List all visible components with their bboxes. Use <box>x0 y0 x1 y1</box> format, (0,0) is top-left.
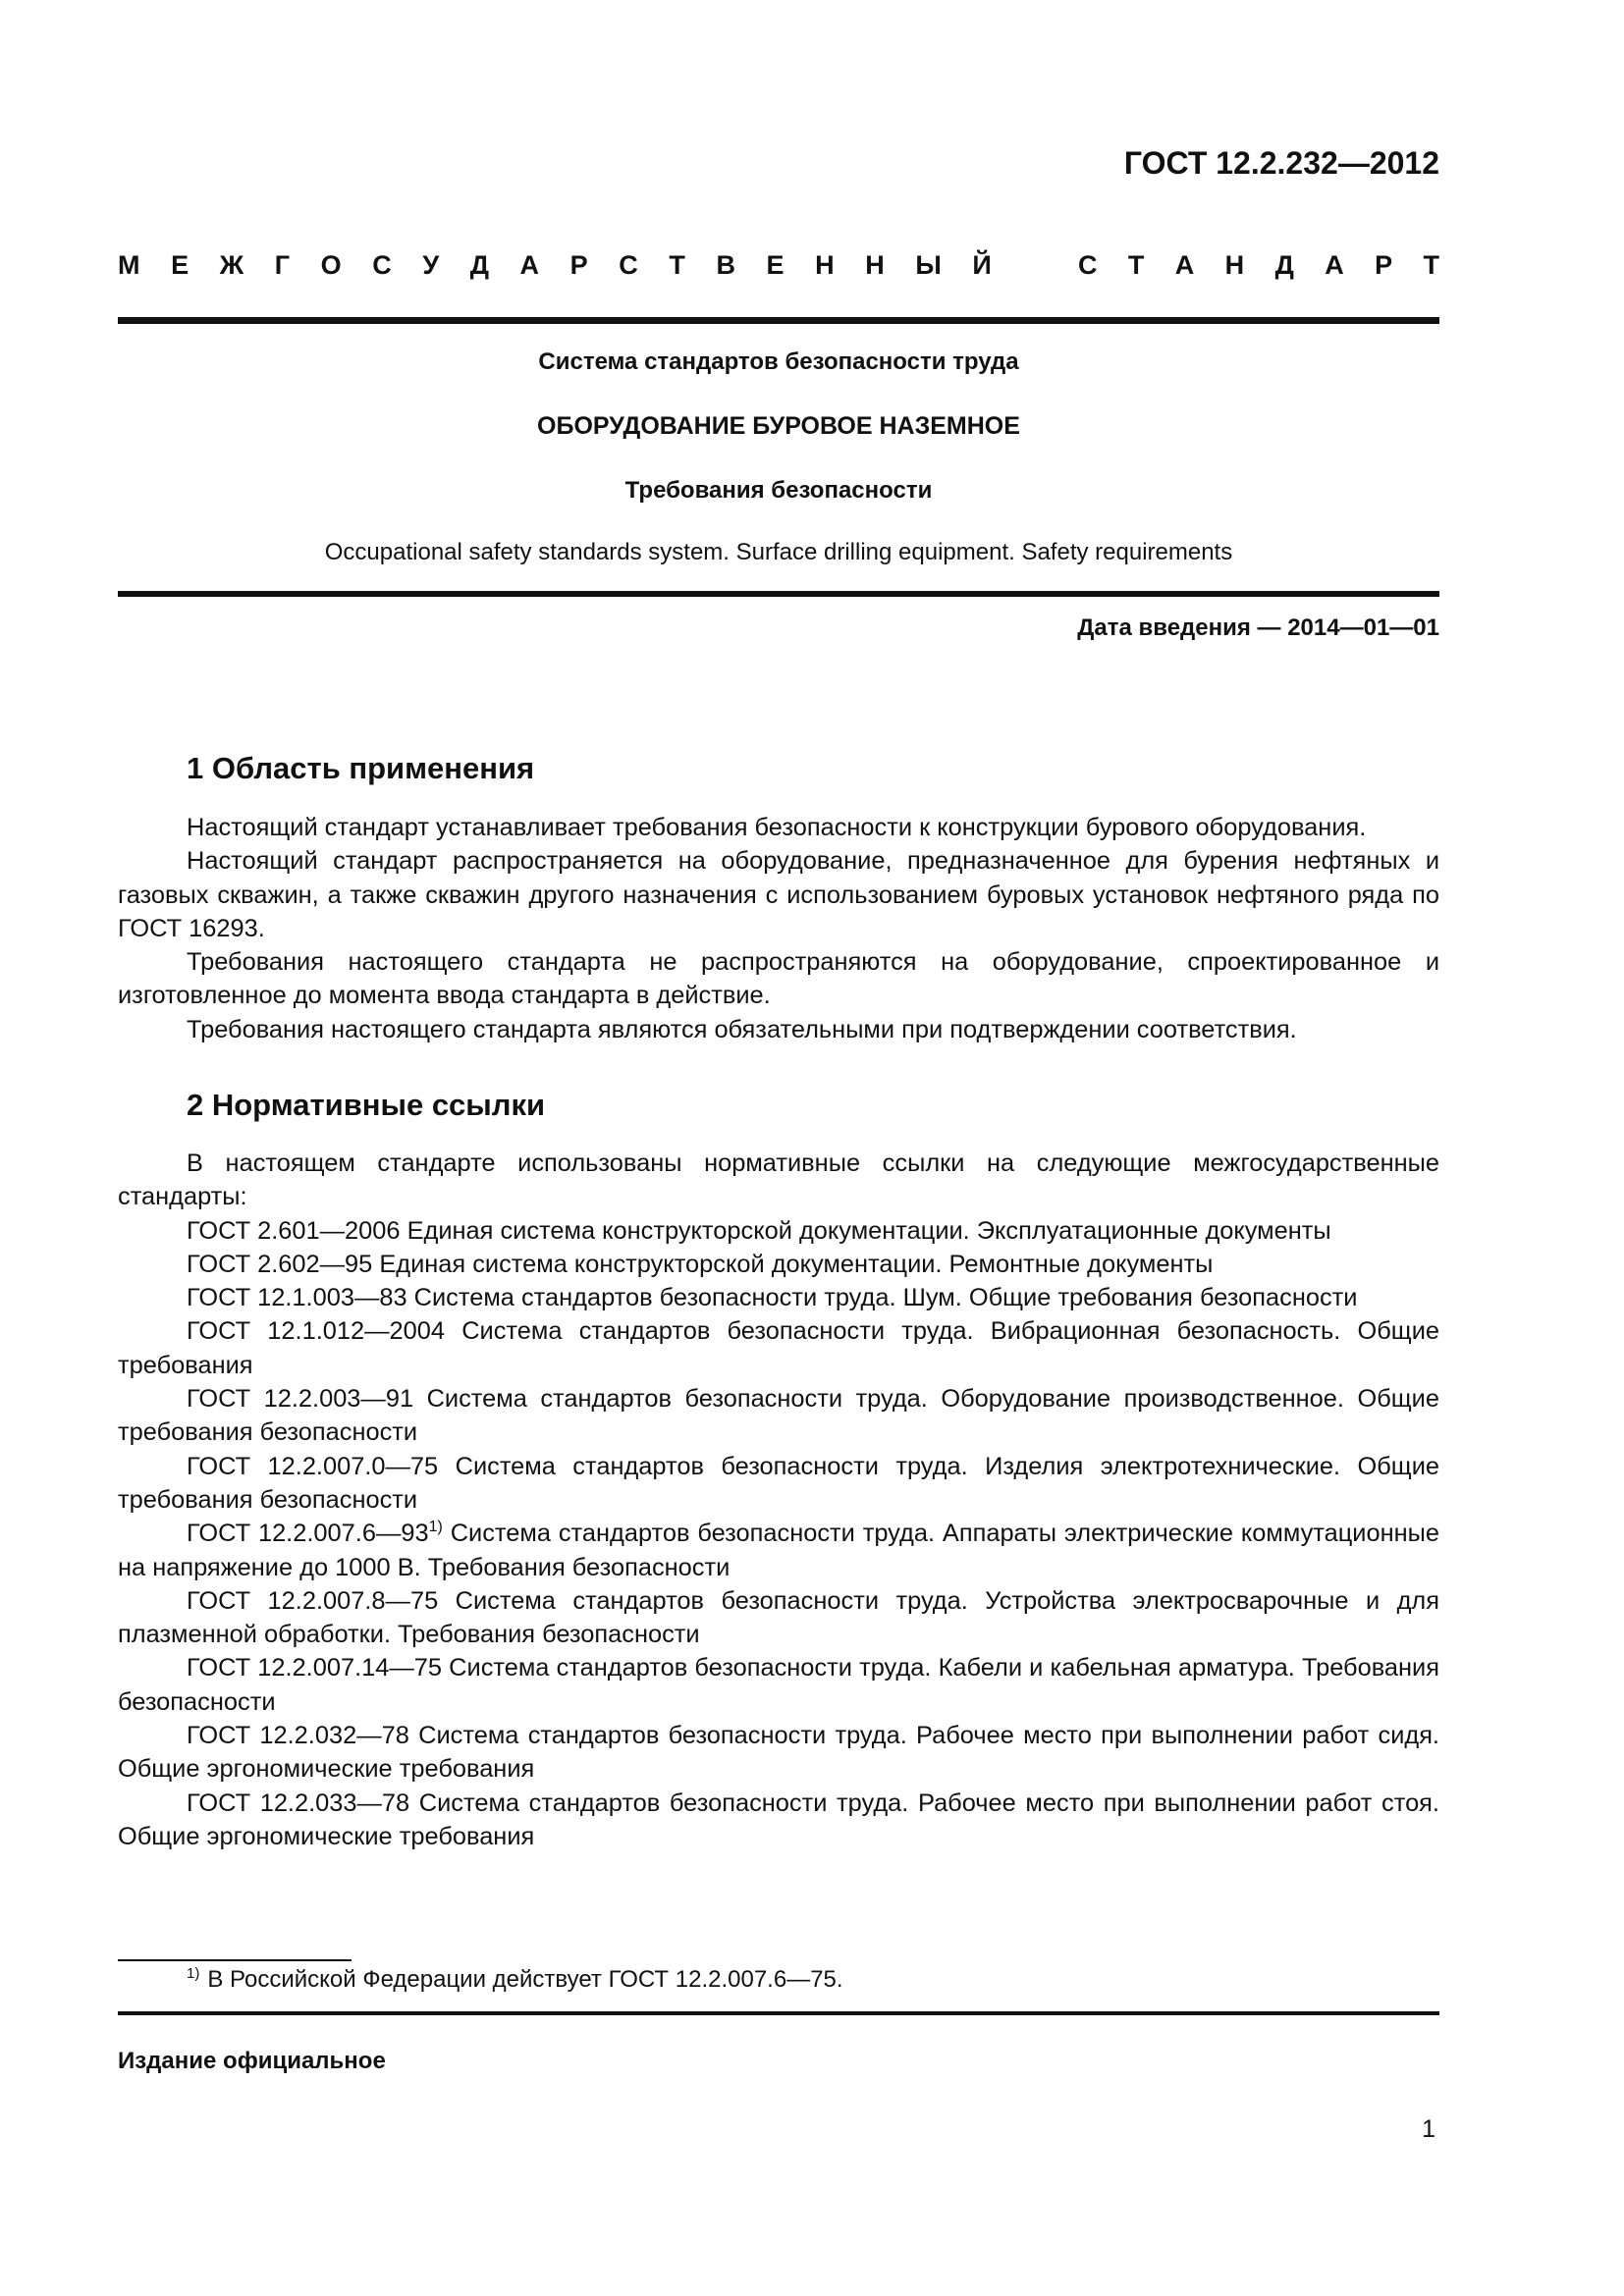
reference-item: ГОСТ 2.602—95 Единая система конструкторской документации. Ремонтные документы <box>187 1250 1214 1278</box>
footnote-text: В Российской Федерации действует ГОСТ 12.2.007.6—75. <box>207 1966 843 1993</box>
english-title: Occupational safety standards system. Surface drilling equipment. Safety requirements <box>324 539 1233 565</box>
banner-letter: Й <box>972 250 992 280</box>
banner-letter: Д <box>469 250 489 280</box>
section-1-heading: 1 Область применения <box>187 751 535 785</box>
footer-divider <box>118 2011 1439 2015</box>
reference-item: ГОСТ 12.2.033—78 Система стандартов безопасности труда. Рабочее место при выполнении работ стоя. Общие эргономические требования <box>118 1789 1439 1850</box>
reference-item: ГОСТ 12.1.003—83 Система стандартов безопасности труда. Шум. Общие требования безопасности <box>187 1284 1358 1312</box>
banner-letter: А <box>1174 250 1195 280</box>
banner-letter: Р <box>569 250 588 280</box>
section-2-heading: 2 Нормативные ссылки <box>187 1088 546 1122</box>
reference-item: ГОСТ 12.2.007.0—75 Система стандартов безопасности труда. Изделия электротехнические. Общие требования безопасности <box>118 1452 1439 1514</box>
interstate-standard-banner <box>118 250 1439 281</box>
gost-number: ГОСТ 12.2.232—2012 <box>1123 145 1439 181</box>
banner-letter: Т <box>669 250 685 280</box>
title-divider <box>118 591 1439 597</box>
banner-letter: Д <box>1274 250 1294 280</box>
requirements-title: Требования безопасности <box>624 477 933 504</box>
banner-letter: Г <box>274 250 291 280</box>
banner-letter: М <box>118 250 140 280</box>
interstate-word <box>118 250 992 281</box>
introduction-date: Дата введения — 2014—01—01 <box>1077 614 1439 641</box>
reference-item: ГОСТ 2.601—2006 Единая система конструкторской документации. Эксплуатационные документы <box>187 1216 1331 1245</box>
footnote <box>187 1966 843 1994</box>
paragraph: В настоящем стандарте использованы нормативные ссылки на следующие межгосударственные стандарты: <box>118 1149 1439 1211</box>
section-1-body <box>118 811 1439 1046</box>
equipment-title: ОБОРУДОВАНИЕ БУРОВОЕ НАЗЕМНОЕ <box>537 412 1020 440</box>
paragraph: Требования настоящего стандарта являются обязательными при подтверждении соответствия. <box>187 1015 1297 1043</box>
paragraph: Требования настоящего стандарта не распространяются на оборудование, спроектированное и изготовленное до момента ввода стандарта в действие. <box>118 948 1439 1010</box>
banner-letter: Е <box>766 250 785 280</box>
reference-item: ГОСТ 12.2.032—78 Система стандартов безопасности труда. Рабочее место при выполнении работ сидя. Общие эргономические требования <box>118 1722 1439 1784</box>
paragraph: Настоящий стандарт устанавливает требования безопасности к конструкции бурового оборудования. <box>187 814 1367 841</box>
section-2-body <box>118 1147 1439 1853</box>
banner-letter: Н <box>865 250 885 280</box>
banner-letter: А <box>519 250 540 280</box>
footnote-divider <box>118 1959 352 1961</box>
banner-letter: О <box>320 250 342 280</box>
reference-item: ГОСТ 12.2.003—91 Система стандартов безопасности труда. Оборудование производственное. Общие требования безопасности <box>118 1385 1439 1447</box>
banner-letter: Р <box>1375 250 1393 280</box>
banner-letter: Н <box>1224 250 1245 280</box>
footnote-mark: 1) <box>187 1965 200 1982</box>
banner-letter: С <box>619 250 638 280</box>
banner-letter: Е <box>171 250 189 280</box>
banner-letter: В <box>716 250 735 280</box>
reference-text: Система стандартов безопасности труда. Аппараты электрические коммутационные на напряжение до 1000 В. Требования безопасности <box>118 1520 1439 1581</box>
banner-letter: А <box>1325 250 1344 280</box>
banner-letter: Н <box>815 250 835 280</box>
reference-item: ГОСТ 12.2.007.14—75 Система стандартов безопасности труда. Кабели и кабельная арматура. Требования безопасности <box>118 1654 1439 1716</box>
top-divider <box>118 317 1439 324</box>
banner-letter: Ы <box>915 250 942 280</box>
official-edition-label: Издание официальное <box>118 2048 386 2074</box>
reference-item-footnoted <box>118 1517 1439 1584</box>
reference-item: ГОСТ 12.2.007.8—75 Система стандартов безопасности труда. Устройства электросварочные и для плазменной обработки. Требования безопасности <box>118 1586 1439 1649</box>
banner-letter: Ж <box>219 250 244 280</box>
page-number: 1 <box>1422 2115 1435 2143</box>
paragraph: Настоящий стандарт распространяется на оборудование, предназначенное для бурения нефтяных и газовых скважин, а также скважин другого назначения с использованием буровых установок нефтяного ряда по ГОСТ 16293. <box>118 847 1439 942</box>
reference-code: ГОСТ 12.2.007.6—93 <box>187 1520 429 1548</box>
reference-item: ГОСТ 12.1.012—2004 Система стандартов безопасности труда. Вибрационная безопасность. Общие требования <box>118 1317 1439 1379</box>
standard-word <box>1078 250 1439 281</box>
banner-letter: С <box>1078 250 1098 280</box>
banner-letter: Т <box>1127 250 1145 280</box>
banner-letter: Т <box>1423 250 1439 280</box>
system-title: Система стандартов безопасности труда <box>538 348 1019 375</box>
footnote-mark: 1) <box>428 1519 443 1536</box>
banner-letter: У <box>422 250 440 280</box>
banner-letter: С <box>372 250 392 280</box>
